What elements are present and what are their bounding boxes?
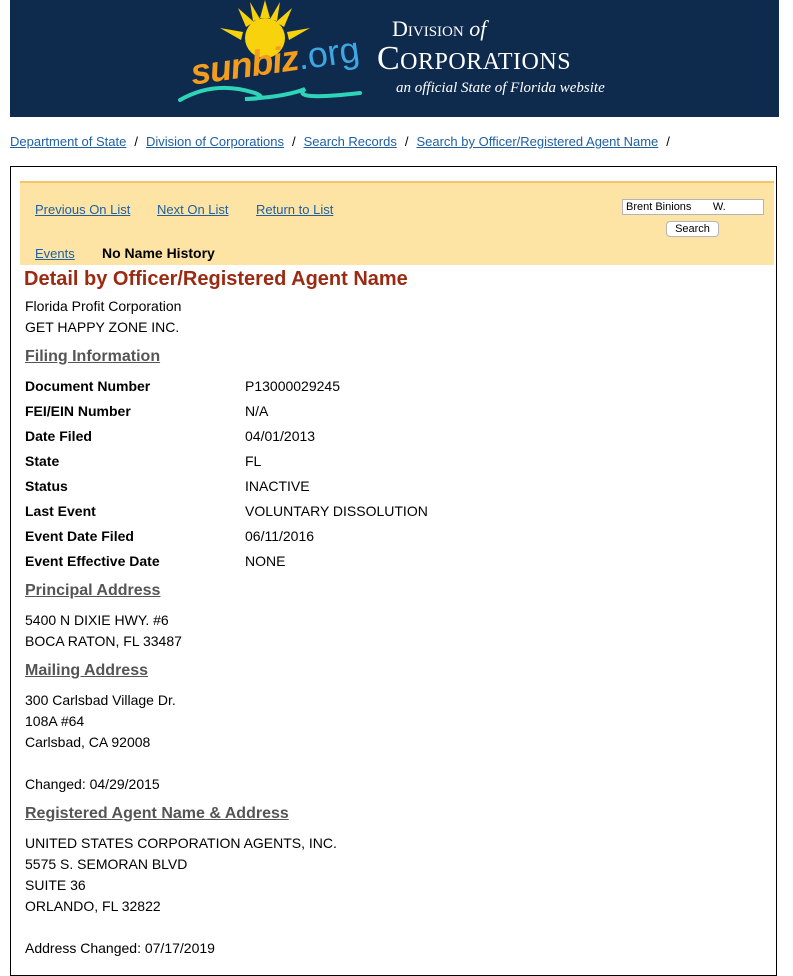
mailing-address-line: Carlsbad, CA 92008 xyxy=(25,734,151,750)
filing-value: 06/11/2016 xyxy=(245,528,315,544)
breadcrumb-separator: / xyxy=(291,134,296,149)
agent-address-changed-date: Address Changed: 07/17/2019 xyxy=(25,940,215,956)
filing-label: Last Event xyxy=(25,503,96,519)
logo-text-sunbiz: sunbiz xyxy=(187,37,301,93)
navigation-bar xyxy=(20,181,774,265)
mailing-address-line: 300 Carlsbad Village Dr. xyxy=(25,692,176,708)
principal-address-heading: Principal Address xyxy=(25,582,161,599)
filing-value: VOLUNTARY DISSOLUTION xyxy=(245,503,428,519)
breadcrumb-search-records[interactable]: Search Records xyxy=(303,134,397,149)
corporations-heading: Corporations xyxy=(377,40,572,77)
official-tagline: an official State of Florida website xyxy=(396,80,605,96)
filing-label: Status xyxy=(25,478,68,494)
page-title: Detail by Officer/Registered Agent Name xyxy=(24,268,408,290)
filing-label: Event Date Filed xyxy=(25,528,134,544)
no-name-history-label: No Name History xyxy=(102,245,215,261)
agent-address-line: ORLANDO, FL 32822 xyxy=(25,898,161,914)
registered-agent-heading: Registered Agent Name & Address xyxy=(25,805,289,822)
mailing-address-heading: Mailing Address xyxy=(25,662,148,679)
filing-label: Event Effective Date xyxy=(25,553,160,569)
search-button[interactable]: Search xyxy=(666,221,719,237)
officer-search-input[interactable] xyxy=(622,199,764,215)
agent-address-line: SUITE 36 xyxy=(25,877,86,893)
site-banner xyxy=(10,0,779,117)
breadcrumb-division-of-corporations[interactable]: Division of Corporations xyxy=(145,134,284,149)
filing-value: INACTIVE xyxy=(245,478,310,494)
return-to-list-link[interactable]: Return to List xyxy=(256,202,334,217)
mailing-address-line: 108A #64 xyxy=(25,713,85,729)
filing-label: State xyxy=(25,453,60,469)
principal-address-line: BOCA RATON, FL 33487 xyxy=(25,633,182,649)
events-link[interactable]: Events xyxy=(35,246,75,261)
filing-information-heading: Filing Information xyxy=(25,348,161,365)
breadcrumb-separator: / xyxy=(404,134,409,149)
filing-value: 04/01/2013 xyxy=(245,428,316,444)
breadcrumb-separator: / xyxy=(666,134,670,149)
breadcrumb-separator: / xyxy=(134,134,138,149)
filing-value: NONE xyxy=(245,553,286,569)
corporation-name: GET HAPPY ZONE INC. xyxy=(25,319,180,335)
agent-address-line: 5575 S. SEMORAN BLVD xyxy=(25,856,188,872)
filing-label: Date Filed xyxy=(25,428,92,444)
previous-on-list-link[interactable]: Previous On List xyxy=(35,202,131,217)
next-on-list-link[interactable]: Next On List xyxy=(157,202,229,217)
agent-name: UNITED STATES CORPORATION AGENTS, INC. xyxy=(25,835,337,851)
filing-value: N/A xyxy=(245,403,269,419)
breadcrumb-search-by-officer[interactable]: Search by Officer/Registered Agent Name xyxy=(416,134,659,149)
principal-address-line: 5400 N DIXIE HWY. #6 xyxy=(25,612,169,628)
mailing-changed-date: Changed: 04/29/2015 xyxy=(25,776,160,792)
filing-label: Document Number xyxy=(25,378,151,394)
breadcrumb-dept-of-state[interactable]: Department of State xyxy=(10,134,127,149)
corporation-type: Florida Profit Corporation xyxy=(25,298,182,314)
swoosh-icon xyxy=(175,75,365,110)
filing-value: P13000029245 xyxy=(245,378,340,394)
filing-label: FEI/EIN Number xyxy=(25,403,131,419)
logo-text-org: .org xyxy=(294,28,363,78)
filing-value: FL xyxy=(245,453,262,469)
division-of-heading: Division of xyxy=(392,16,487,41)
breadcrumb xyxy=(10,134,678,149)
